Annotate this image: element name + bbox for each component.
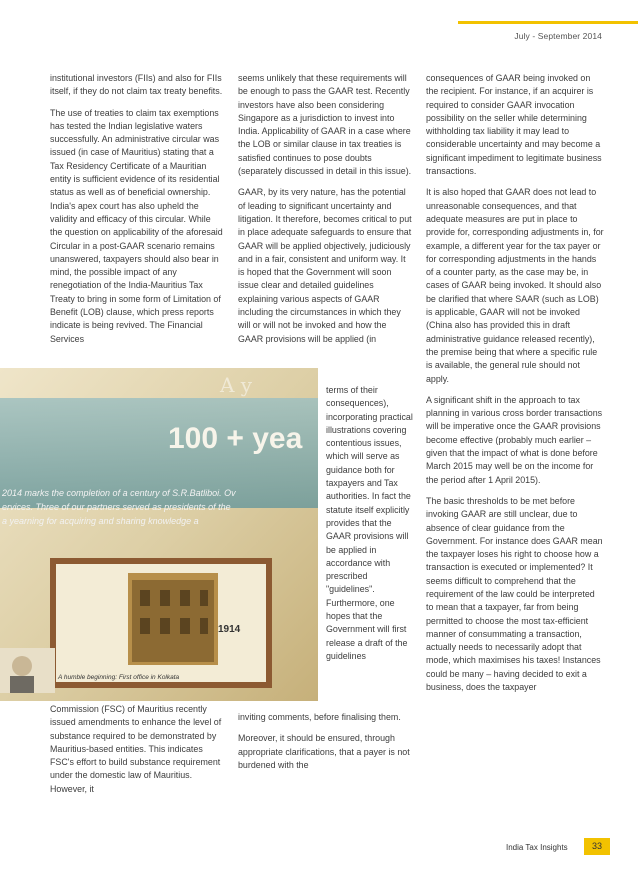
paragraph: Moreover, it should be ensured, through appropriate clarifications, that a payer is not burdened with the (238, 733, 410, 770)
centenary-photo-image (0, 368, 318, 701)
banner-text: 100 + yea (168, 422, 303, 455)
page-number: 33 (584, 838, 610, 855)
banner-caption: 2014 marks the completion of a century of S.R.Batliboi. Ov (2, 488, 236, 498)
banner-caption: ervices. Three of our partners served as presidents of the (2, 502, 231, 512)
column-2 (238, 72, 413, 354)
publication-name: India Tax Insights (506, 843, 568, 852)
column-1-continued (50, 703, 225, 804)
paragraph: The use of treaties to claim tax exemptions has tested the Indian legislative waters successfully. An administrative circular was issued (in case of Mauritius) stating that a Tax Residency Certificate of a Mauritian entity is sufficient evidence of its residential status as well as of beneficial ownership. India's apex court has also upheld the validity and efficacy of this circular. While the question on applicability of the aforesaid Circular in a post-GAAR scenario remains unanswered, taxpayers should also bear in mind, the possible impact of any renegotiation of the India-Mauritius Tax Treaty to bring in some form of Limitation of Benefit (LOB) clause, which press reports indicate is being revived. The Financial Services (50, 107, 223, 344)
paragraph: terms of their consequences), incorporating practical illustrations covering contentious issues, which will serve as guidance both for taxpayers and Tax authorities. In fact the statute itself explicitly provides that the GAAR provisions will be applied in accordance with prescribed "guidelines". Furthermore, one hopes that the Government will first release a draft of the guidelines (326, 385, 413, 661)
paragraph: consequences of GAAR being invoked on the recipient. For instance, if an acquirer is required to consider GAAR invocation possibility on the seller while determining withholding tax liability it may lead to considerable uncertainty and may become a significant impediment to legitimate business transactions. (426, 73, 602, 177)
paragraph: inviting comments, before finalising them. (238, 712, 401, 722)
issue-date-range: July - September 2014 (514, 31, 602, 41)
year-label: 1914 (218, 624, 241, 635)
paragraph: A significant shift in the approach to tax planning in various cross border transactions will be imperative once the GAAR provisions become effective (probably much earlier – given that the impact of what is done before March 2015 may well be on the income for the period after 1 April 2015). (426, 394, 603, 485)
centenary-photo (0, 368, 318, 701)
paragraph: GAAR, by its very nature, has the potential of leading to significant uncertainty and litigation. It therefore, becomes critical to put in place adequate safeguards to ensure that GAAR will be applied objectively, judiciously and in a fair, consistent and uniform way. It is hoped that the Government will soon issue clear and detailed guidelines explaining various aspects of GAAR including the circumstances in which they will or will not be invoked and how the GAAR provisions will be applied (in (238, 187, 412, 344)
paragraph: institutional investors (FIIs) and also for FIIs itself, if they do not claim tax treaty benefits. (50, 73, 223, 97)
photo-caption: A humble beginning: First office in Kolkata (58, 674, 180, 681)
header-accent-bar (458, 21, 638, 24)
paragraph: The basic thresholds to be met before invoking GAAR are still unclear, due to absence of clear guidance from the Government. For instance does GAAR mean the taxpayer loses his right to choose how a transaction is executed or implemented? It seems difficult to comprehend that the requirement of the law could be interpreted to mean that a taxpayer, far from being permitted to choose the most tax-efficient manner of consummating a transaction, actually needs to necessarily adopt that mode, which maximises his taxes! Instances could be many – having decided to exit a business, does the taxpayer (426, 495, 603, 693)
column-1 (50, 72, 225, 354)
paragraph: It is also hoped that GAAR does not lead to unreasonable consequences, and that adequate measures are put in place to provide for, corresponding adjustments in, for example, a different year for the tax payer or for corresponding adjustments in the hands of a counter party, as the case may be, in cases of GAAR being invoked. It should also be clarified that where SAAR (such as LOB) is applicable, GAAR will not be invoked (China also has provided this in draft administrative guidance released recently), the premise being that where a specific rule is available, the general rule should not apply. (426, 187, 604, 384)
svg-text:A y: A y (220, 373, 253, 397)
column-3 (426, 72, 604, 702)
banner-caption: a yearning for acquiring and sharing knowledge a (2, 516, 199, 526)
column-2-continued (238, 711, 413, 780)
paragraph: seems unlikely that these requirements will be enough to pass the GAAR test. Recently investors have also been considering Singapore as a jurisdiction to invest into India. Applicability of GAAR in a case where the LOB or similar clause in tax treaties is satisfied continues to pose doubts (separately discussed in detail in this issue). (238, 73, 412, 177)
paragraph: Commission (FSC) of Mauritius recently issued amendments to enhance the level of substance required to be demonstrated by Mauritius-based entities. This indicates FSC's effort to build substance requirement under the domestic law of Mauritius. However, it (50, 704, 222, 794)
column-2-wrap-around-photo (326, 384, 413, 671)
